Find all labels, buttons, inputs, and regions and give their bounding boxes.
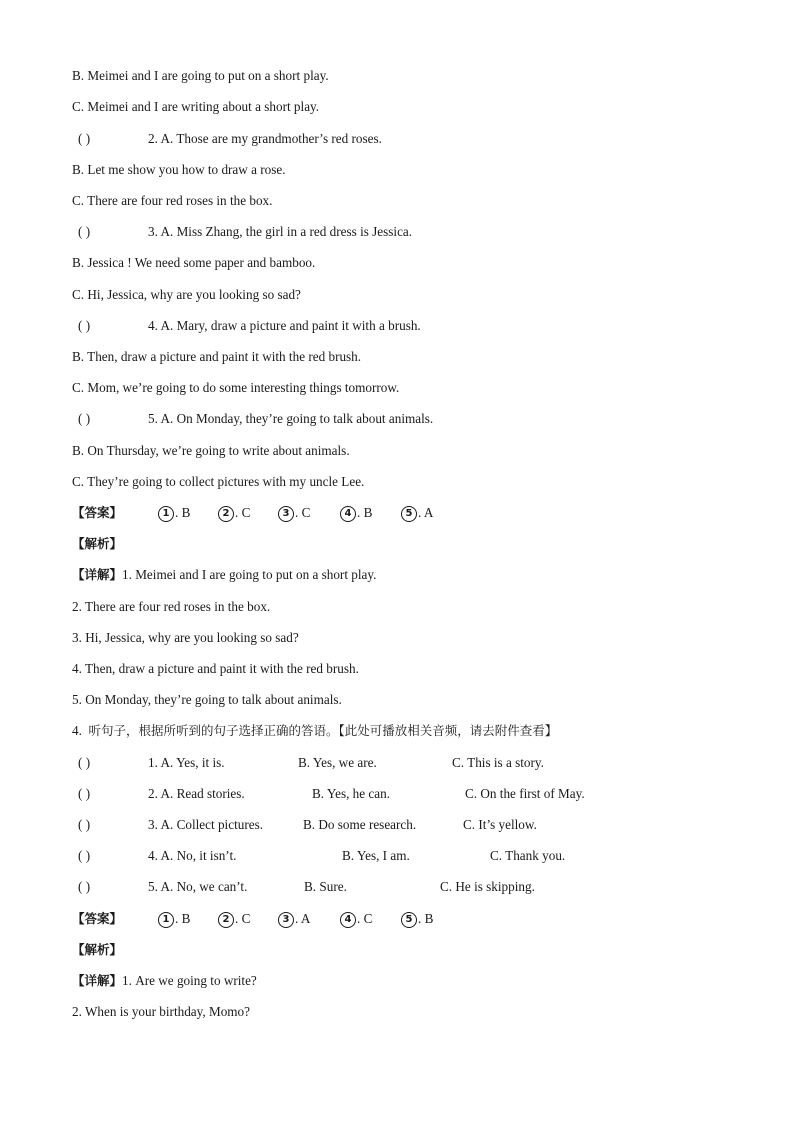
answer-item: 2 . C	[218, 504, 250, 522]
answer-item: 1 . B	[158, 504, 190, 522]
detail-line: 2. There are four red roses in the box.	[72, 599, 271, 614]
option-c: C. On the first of May.	[465, 786, 585, 801]
circled-number: 5	[401, 912, 417, 928]
option-a: 5. A. No, we can’t.	[148, 879, 248, 894]
option-line: C. Hi, Jessica, why are you looking so sad?	[72, 287, 301, 302]
answer-item: 3 . A	[278, 910, 310, 928]
circled-number: 4	[340, 506, 356, 522]
answer-blank[interactable]: ( )	[78, 318, 91, 333]
option-a: 1. A. Yes, it is.	[148, 755, 225, 770]
option-b: B. Yes, I am.	[342, 848, 410, 863]
detail-label: 【详解】	[72, 973, 123, 988]
option-line: B. Let me show you how to draw a rose.	[72, 162, 286, 177]
question-text: 2. A. Those are my grandmother’s red roses.	[148, 131, 382, 146]
analysis-label: 【解析】	[72, 536, 123, 551]
option-c: C. This is a story.	[452, 755, 544, 770]
circled-number: 3	[278, 912, 294, 928]
option-line: B. Then, draw a picture and paint it with the red brush.	[72, 349, 362, 364]
option-b: B. Do some research.	[303, 817, 417, 832]
option-c: C. Thank you.	[490, 848, 566, 863]
answer-blank[interactable]: ( )	[78, 786, 91, 801]
option-c: C. He is skipping.	[440, 879, 535, 894]
answer-item: 5 . B	[401, 910, 433, 928]
circled-number: 2	[218, 912, 234, 928]
answer-blank[interactable]: ( )	[78, 755, 91, 770]
option-a: 4. A. No, it isn’t.	[148, 848, 237, 863]
question-text: 3. A. Miss Zhang, the girl in a red dress is Jessica.	[148, 224, 413, 239]
detail-line: 【详解】1. Meimei and I are going to put on a short play.	[72, 567, 377, 582]
option-a: 2. A. Read stories.	[148, 786, 245, 801]
option-a: 3. A. Collect pictures.	[148, 817, 264, 832]
section-heading: 4. 听句子，根据所听到的句子选择正确的答语。【此处可播放相关音频，请去附件查看】	[72, 723, 558, 738]
question-text: 4. A. Mary, draw a picture and paint it with a brush.	[148, 318, 421, 333]
detail-line: 4. Then, draw a picture and paint it with the red brush.	[72, 661, 359, 676]
circled-number: 2	[218, 506, 234, 522]
detail-line: 3. Hi, Jessica, why are you looking so sad?	[72, 630, 299, 645]
detail-line: 5. On Monday, they’re going to talk about animals.	[72, 692, 342, 707]
detail-line: 【详解】1. Are we going to write?	[72, 973, 257, 988]
option-line: B. On Thursday, we’re going to write about animals.	[72, 443, 350, 458]
option-line: B. Meimei and I are going to put on a short play.	[72, 68, 329, 83]
circled-number: 1	[158, 506, 174, 522]
circled-number: 5	[401, 506, 417, 522]
answer-item: 4 . B	[340, 504, 372, 522]
option-b: B. Sure.	[304, 879, 347, 894]
option-line: C. Mom, we’re going to do some interesting things tomorrow.	[72, 380, 400, 395]
answer-item: 3 . C	[278, 504, 310, 522]
option-b: B. Yes, he can.	[312, 786, 391, 801]
answer-blank[interactable]: ( )	[78, 131, 91, 146]
option-line: C. Meimei and I are writing about a short play.	[72, 99, 320, 114]
option-line: B. Jessica ! We need some paper and bamboo.	[72, 255, 316, 270]
answer-item: 1 . B	[158, 910, 190, 928]
option-line: C. They’re going to collect pictures with my uncle Lee.	[72, 474, 365, 489]
answer-blank[interactable]: ( )	[78, 879, 91, 894]
answer-label: 【答案】	[72, 911, 123, 926]
circled-number: 4	[340, 912, 356, 928]
answer-blank[interactable]: ( )	[78, 411, 91, 426]
analysis-label: 【解析】	[72, 942, 123, 957]
answer-blank[interactable]: ( )	[78, 224, 91, 239]
answer-item: 5 . A	[401, 504, 433, 522]
answer-label: 【答案】	[72, 505, 123, 520]
circled-number: 1	[158, 912, 174, 928]
detail-label: 【详解】	[72, 567, 123, 582]
question-text: 5. A. On Monday, they’re going to talk about animals.	[148, 411, 434, 426]
option-c: C. It’s yellow.	[463, 817, 537, 832]
answer-item: 2 . C	[218, 910, 250, 928]
circled-number: 3	[278, 506, 294, 522]
detail-line: 2. When is your birthday, Momo?	[72, 1004, 251, 1019]
option-b: B. Yes, we are.	[298, 755, 377, 770]
answer-item: 4 . C	[340, 910, 372, 928]
answer-blank[interactable]: ( )	[78, 848, 91, 863]
option-line: C. There are four red roses in the box.	[72, 193, 273, 208]
answer-blank[interactable]: ( )	[78, 817, 91, 832]
